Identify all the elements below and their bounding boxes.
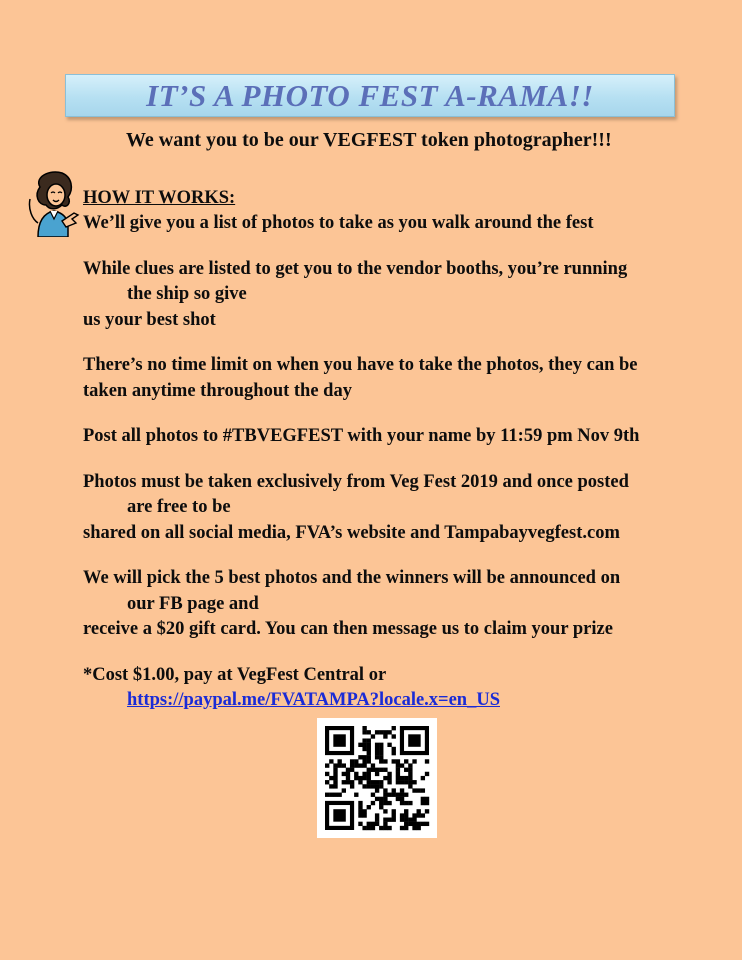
instruction-line: We’ll give you a list of photos to take as you walk around the fest [83,213,594,233]
instruction-line: Post all photos to #TBVEGFEST with your name by 11:59 pm Nov 9th [83,426,640,446]
instruction-line: While clues are listed to get you to the vendor booths, you’re running [83,258,628,279]
instruction-line: There’s no time limit on when you have to take the photos, they can be [83,355,638,375]
instruction-line: taken anytime throughout the day [83,380,352,401]
title-banner [65,74,675,117]
retro-woman-pointing-icon [28,169,80,237]
instruction-line: receive a $20 gift card. You can then message us to claim your prize [83,619,613,639]
instruction-line: our FB page and [127,593,259,614]
cost-text: *Cost $1.00, pay at VegFest Central or [83,664,387,685]
how-it-works-heading: HOW IT WORKS: [83,188,236,208]
instruction-line: are free to be [127,497,231,517]
subtitle: We want you to be our VEGFEST token photographer!!! [126,129,612,151]
instructions [83,211,683,714]
instruction-line: We will pick the 5 best photos and the winners will be announced on [83,568,621,588]
instruction-line: the ship so give [127,284,247,304]
instruction-line: shared on all social media, FVA’s website and Tampabayvegfest.com [83,522,620,543]
instruction-line: Photos must be taken exclusively from Veg Fest 2019 and once posted [83,471,629,492]
qr-code-graphic [317,718,437,838]
qr-code [317,718,437,838]
paypal-link[interactable]: https://paypal.me/FVATAMPA?locale.x=en_US [127,690,500,710]
banner-title: IT’S A PHOTO FEST A-RAMA!! [146,78,594,113]
instruction-line: us your best shot [83,309,216,330]
